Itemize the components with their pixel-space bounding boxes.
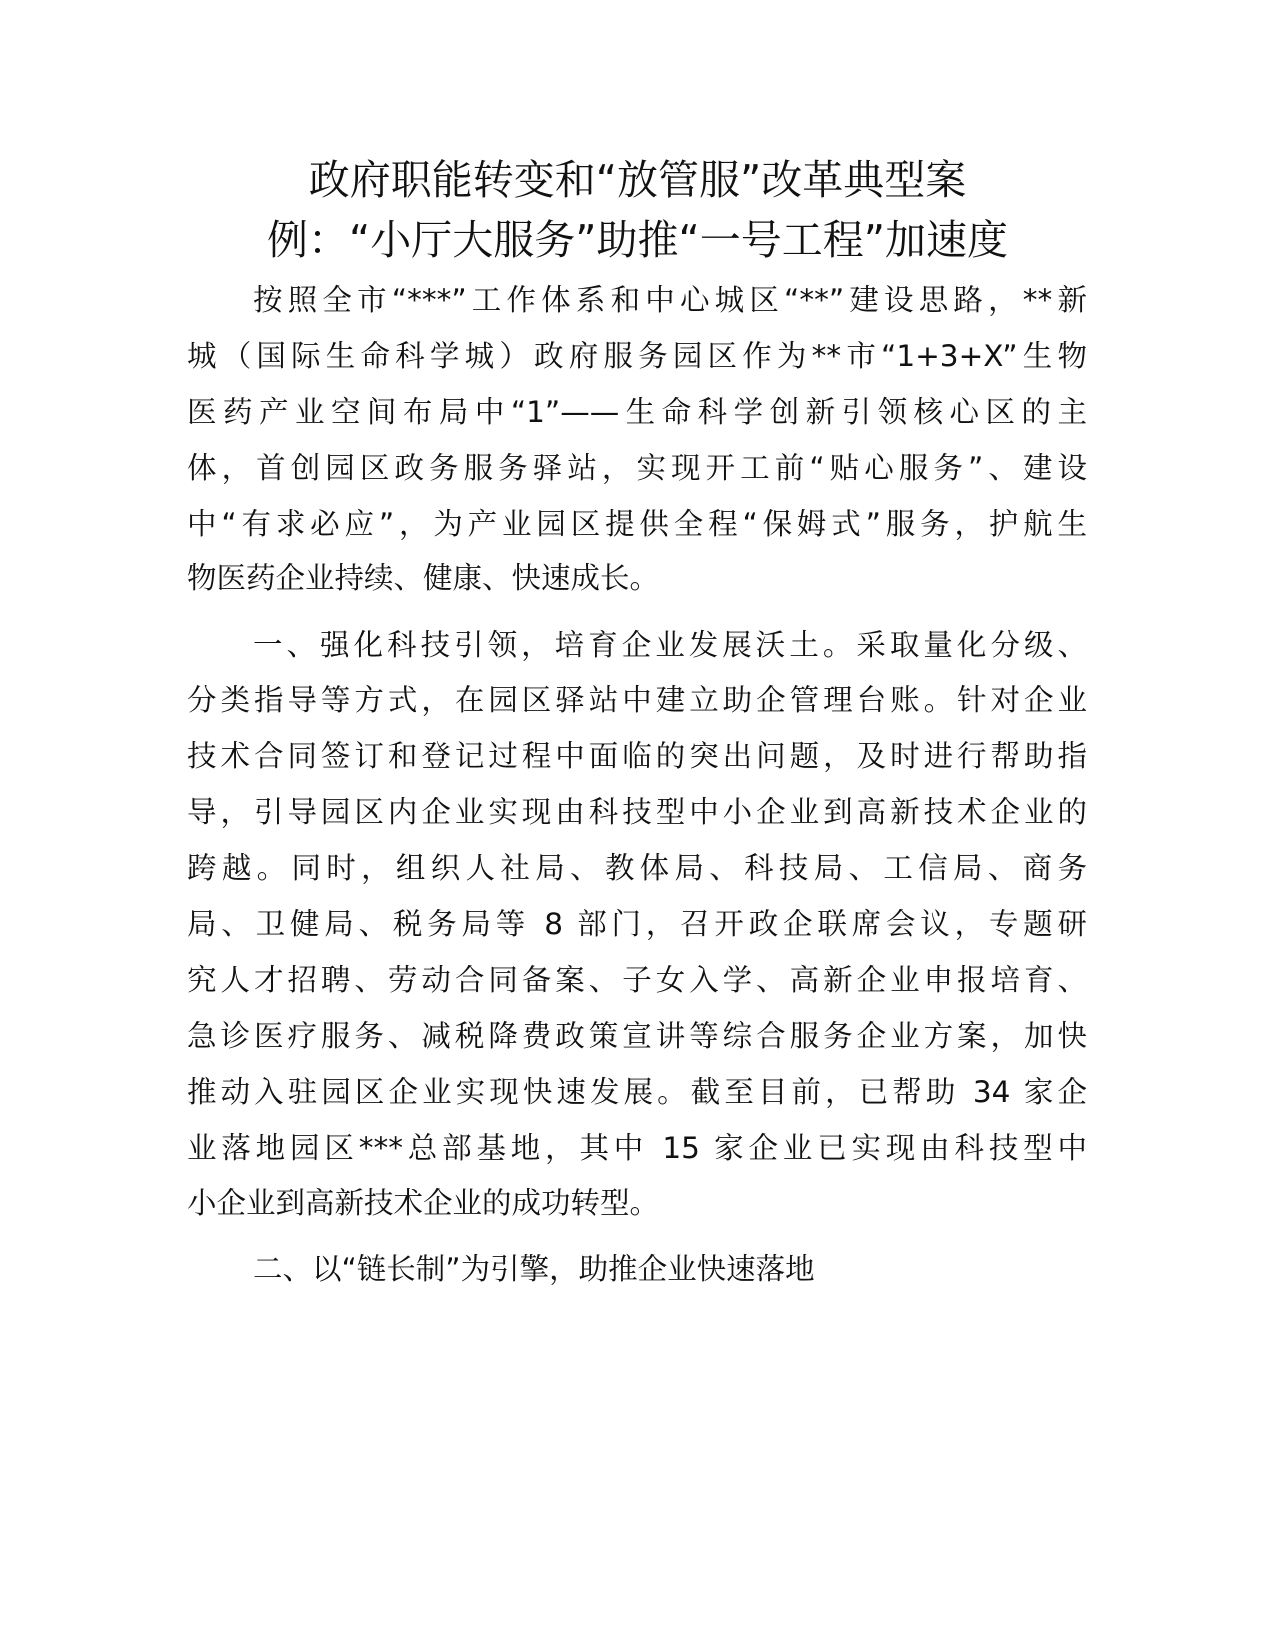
paragraph-2-line: 业落地园区***总部基地，其中 15 家企业已实现由科技型中 — [187, 1131, 1087, 1165]
paragraph-2-line: 分类指导等方式，在园区驿站中建立助企管理台账。针对企业 — [187, 683, 1087, 717]
section-heading-2: 二、以“链长制”为引擎，助推企业快速落地 — [253, 1252, 815, 1286]
paragraph-1-line: 体，首创园区政务服务驿站，实现开工前“贴心服务”、建设 — [187, 451, 1087, 485]
paragraph-1-line: 中“有求必应”，为产业园区提供全程“保姆式”服务，护航生 — [187, 507, 1087, 541]
document-title-line-1: 政府职能转变和“放管服”改革典型案 — [308, 156, 967, 204]
paragraph-2-line: 跨越。同时，组织人社局、教体局、科技局、工信局、商务 — [187, 851, 1087, 885]
paragraph-2-line: 一、强化科技引领，培育企业发展沃土。采取量化分级、 — [253, 628, 1087, 662]
paragraph-1-line: 城（国际生命科学城）政府服务园区作为**市“1+3+X”生物 — [187, 339, 1087, 373]
paragraph-2-line: 急诊医疗服务、减税降费政策宣讲等综合服务企业方案，加快 — [187, 1019, 1087, 1053]
document-title-line-2: 例：“小厅大服务”助推“一号工程”加速度 — [267, 216, 1008, 264]
paragraph-2-line: 小企业到高新技术企业的成功转型。 — [187, 1186, 660, 1220]
paragraph-2-line: 技术合同签订和登记过程中面临的突出问题，及时进行帮助指 — [187, 739, 1087, 773]
paragraph-2-line: 导，引导园区内企业实现由科技型中小企业到高新技术企业的 — [187, 795, 1087, 829]
paragraph-2-line: 究人才招聘、劳动合同备案、子女入学、高新企业申报培育、 — [187, 963, 1087, 997]
paragraph-1-line: 按照全市“***”工作体系和中心城区“**”建设思路，**新 — [253, 283, 1087, 317]
paragraph-1-line: 医药产业空间布局中“1”——生命科学创新引领核心区的主 — [187, 395, 1087, 429]
paragraph-2-line: 局、卫健局、税务局等 8 部门，召开政企联席会议，专题研 — [187, 907, 1087, 941]
paragraph-1-line: 物医药企业持续、健康、快速成长。 — [187, 561, 660, 595]
paragraph-2-line: 推动入驻园区企业实现快速发展。截至目前，已帮助 34 家企 — [187, 1075, 1087, 1109]
